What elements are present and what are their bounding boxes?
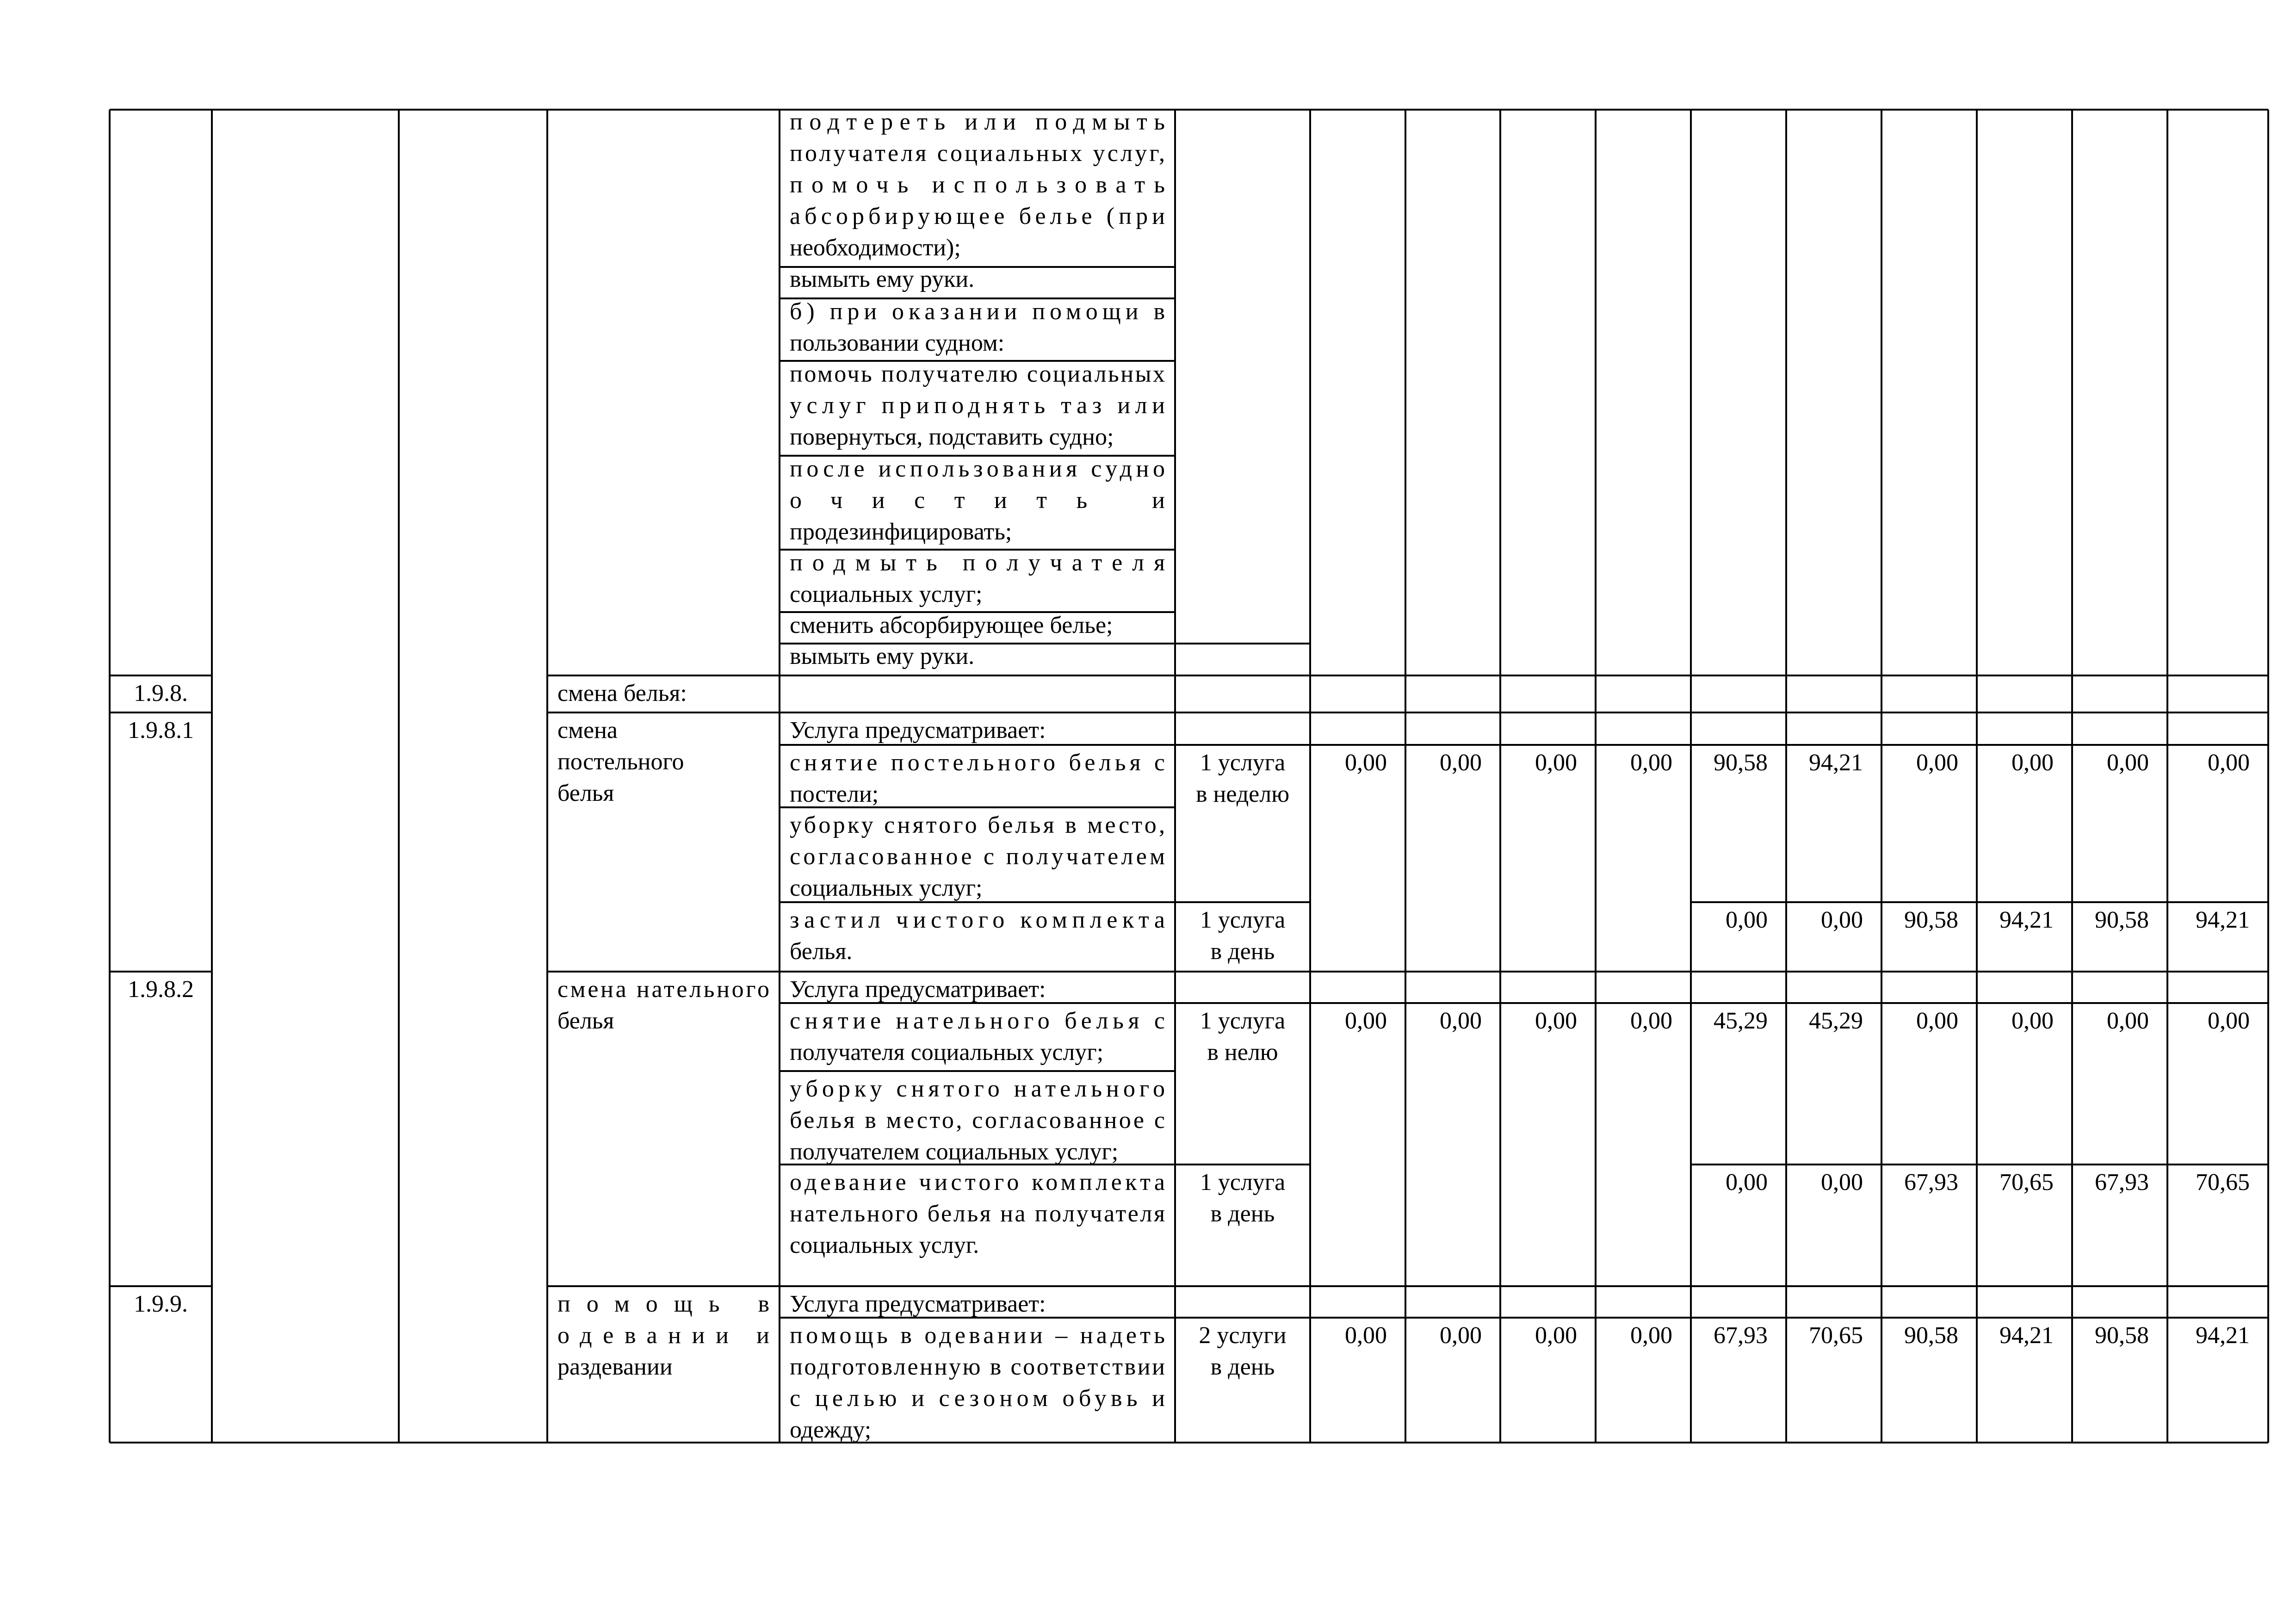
r1981-value: 0,00	[1440, 750, 1482, 776]
top-item-3-line: помочь получателю социальных	[790, 361, 1165, 387]
top-item-0-line: необходимости);	[790, 235, 961, 261]
service-item-0-line: постели;	[790, 781, 879, 807]
r1981-value: 0,00	[1916, 750, 1958, 776]
service-item-0-line: получателя социальных услуг;	[790, 1039, 1104, 1065]
r1982-value: 0,00	[1916, 1008, 1958, 1034]
r1981-value: 90,58	[1714, 750, 1768, 776]
r1981-value: 0,00	[2107, 750, 2149, 776]
r1982-2-value: 0,00	[1726, 1169, 1768, 1196]
top-item-7-line: вымыть ему руки.	[790, 643, 975, 669]
r1981-2-value: 90,58	[2095, 907, 2149, 933]
service-item-1-line: уборку снятого белья в место,	[790, 812, 1165, 838]
r199-value: 0,00	[1535, 1322, 1577, 1349]
row-number: 1.9.8.2	[128, 976, 194, 1003]
service-item-2-line: застил чистого комплекта	[790, 907, 1165, 933]
r199-value: 90,58	[1904, 1322, 1958, 1349]
r1981-value: 94,21	[1809, 750, 1863, 776]
service-item-1-line: согласованное с получателем	[790, 843, 1165, 870]
top-item-5-line: подмыть получателя	[790, 550, 1165, 576]
frequency: 2 услуги	[1199, 1322, 1287, 1349]
frequency: в день	[1210, 1201, 1275, 1227]
r1981-value: 0,00	[1535, 750, 1577, 776]
r1982-2-value: 70,65	[1999, 1169, 2054, 1196]
frequency: 1 услуга	[1200, 1169, 1286, 1196]
r199-value: 94,21	[2196, 1322, 2250, 1349]
r1981-2-value: 0,00	[1726, 907, 1768, 933]
frequency: в день	[1210, 1354, 1275, 1380]
r1982-value: 0,00	[1345, 1008, 1387, 1034]
top-item-6-line: сменить абсорбирующее белье;	[790, 612, 1113, 638]
top-item-3-line: повернуться, подставить судно;	[790, 424, 1114, 450]
r1981-value: 0,00	[2208, 750, 2250, 776]
service-item-2-line: нательного белья на получателя	[790, 1201, 1165, 1227]
service-item-0-line: помощь в одевании – надеть	[790, 1322, 1165, 1349]
service-item-2-line: белья.	[790, 938, 853, 965]
frequency: 1 услуга	[1200, 907, 1286, 933]
service-intro: Услуга предусматривает:	[790, 976, 1046, 1003]
top-item-0-line: подтереть или подмыть	[790, 109, 1165, 135]
r1982-2-value: 0,00	[1821, 1169, 1863, 1196]
top-item-2-line: б) при оказании помощи в	[790, 298, 1165, 325]
service-item-1-line: получателем социальных услуг;	[790, 1139, 1119, 1165]
row-number: 1.9.8.1	[128, 717, 194, 743]
service-item-0-line: с целью и сезоном обувь и	[790, 1385, 1165, 1412]
service-intro: Услуга предусматривает:	[790, 717, 1046, 743]
r199-value: 0,00	[1345, 1322, 1387, 1349]
service-item-2-line: одевание чистого комплекта	[790, 1169, 1165, 1196]
r1981-value: 0,00	[2011, 750, 2054, 776]
row-name-line: белья	[557, 1008, 614, 1034]
row-name-line: смена нательного	[557, 976, 769, 1003]
r1981-2-value: 94,21	[2196, 907, 2250, 933]
row-number: 1.9.9.	[134, 1291, 188, 1317]
r1982-2-value: 70,65	[2196, 1169, 2250, 1196]
top-item-4-line: после использования судно	[790, 456, 1165, 482]
service-item-0-line: снятие постельного белья с	[790, 750, 1165, 776]
r1981-value: 0,00	[1630, 750, 1672, 776]
frequency: в нелю	[1207, 1039, 1278, 1065]
service-item-1-line: социальных услуг;	[790, 875, 983, 901]
r1981-2-value: 0,00	[1821, 907, 1863, 933]
service-item-0-line: подготовленную в соответствии	[790, 1354, 1165, 1380]
r1982-value: 45,29	[1714, 1008, 1768, 1034]
r199-value: 0,00	[1630, 1322, 1672, 1349]
top-item-0-line: получателя социальных услуг,	[790, 140, 1165, 167]
top-item-4-line: продезинфицировать;	[790, 519, 1012, 545]
r1982-value: 0,00	[2208, 1008, 2250, 1034]
r1981-2-value: 90,58	[1904, 907, 1958, 933]
service-item-1-line: уборку снятого нательного	[790, 1076, 1165, 1102]
r1982-value: 0,00	[2011, 1008, 2054, 1034]
top-item-0-line: помочь использовать	[790, 172, 1165, 198]
frequency: 1 услуга	[1200, 750, 1286, 776]
r1982-value: 0,00	[1440, 1008, 1482, 1034]
r199-value: 94,21	[1999, 1322, 2054, 1349]
r199-value: 67,93	[1714, 1322, 1768, 1349]
r199-value: 70,65	[1809, 1322, 1863, 1349]
service-item-0-line: снятие нательного белья с	[790, 1008, 1165, 1034]
row-name-line: белья	[557, 780, 614, 806]
frequency: 1 услуга	[1200, 1008, 1286, 1034]
row-name-line: смена	[557, 717, 618, 743]
top-item-2-line: пользовании судном:	[790, 330, 1005, 356]
service-item-1-line: белья в место, согласованное с	[790, 1107, 1165, 1134]
table-text	[128, 109, 2250, 1443]
r199-value: 0,00	[1440, 1322, 1482, 1349]
r1982-value: 0,00	[1535, 1008, 1577, 1034]
service-item-0-line: одежду;	[790, 1417, 872, 1443]
top-item-3-line: услуг приподнять таз или	[790, 392, 1165, 419]
top-item-0-line: абсорбирующее белье (при	[790, 203, 1165, 229]
top-item-1-line: вымыть ему руки.	[790, 266, 975, 292]
r1982-2-value: 67,93	[2095, 1169, 2149, 1196]
r1981-2-value: 94,21	[1999, 907, 2054, 933]
row-number: 1.9.8.	[134, 680, 188, 706]
frequency: в день	[1210, 938, 1275, 965]
top-item-4-line: очистить и	[790, 487, 1165, 514]
service-intro: Услуга предусматривает:	[790, 1291, 1046, 1317]
service-item-2-line: социальных услуг.	[790, 1232, 979, 1258]
row-name-line: раздевании	[557, 1354, 673, 1380]
r199-value: 90,58	[2095, 1322, 2149, 1349]
table-grid-lines	[110, 110, 2268, 1443]
row-name-line: помощь в	[557, 1291, 769, 1317]
row-name-line: одевании и	[557, 1322, 769, 1349]
frequency: в неделю	[1195, 781, 1290, 807]
row-title: смена белья:	[557, 680, 687, 706]
row-name-line: постельного	[557, 749, 684, 775]
r1982-value: 0,00	[1630, 1008, 1672, 1034]
r1982-value: 0,00	[2107, 1008, 2149, 1034]
r1982-value: 45,29	[1809, 1008, 1863, 1034]
top-item-5-line: социальных услуг;	[790, 581, 983, 607]
r1981-value: 0,00	[1345, 750, 1387, 776]
r1982-2-value: 67,93	[1904, 1169, 1958, 1196]
